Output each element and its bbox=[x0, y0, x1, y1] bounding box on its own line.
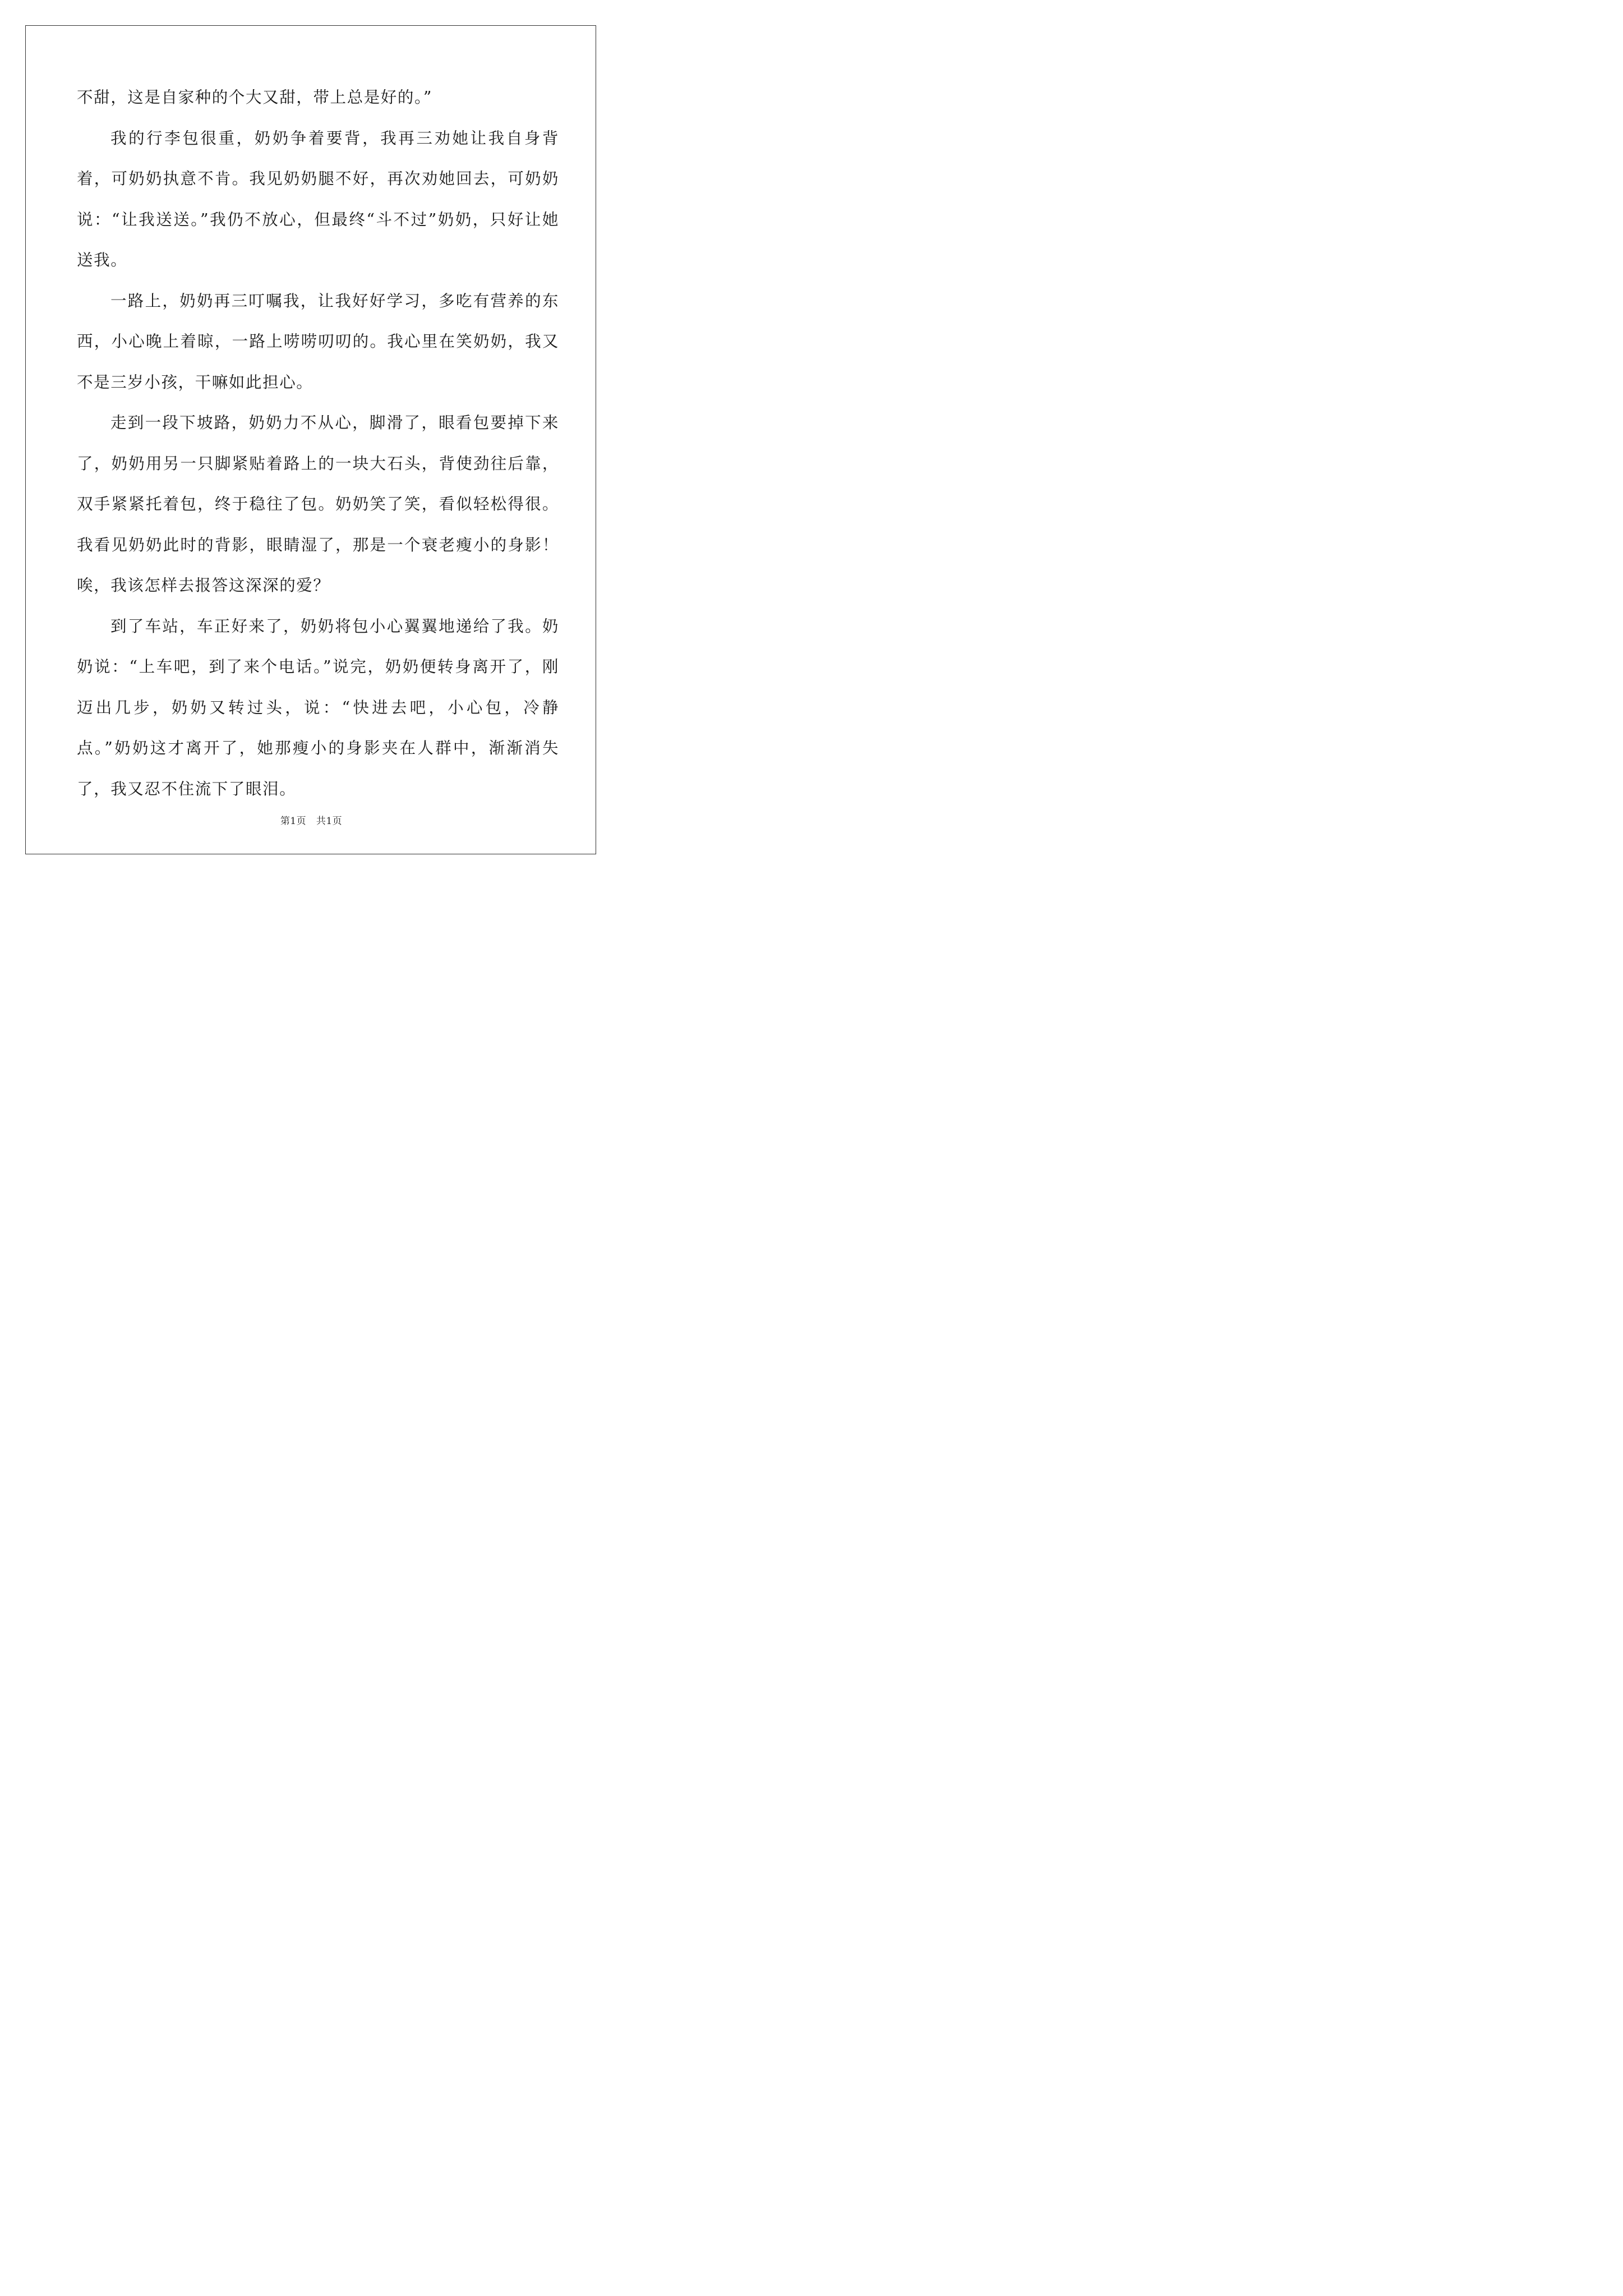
paragraph: 一路上，奶奶再三叮嘱我，让我好好学习，多吃有营养的东西，小心晚上着晾，一路上唠唠叨叨的。我心里在笑奶奶，我又不是三岁小孩，干嘛如此担心。 bbox=[77, 291, 559, 392]
paragraph: 我的行李包很重，奶奶争着要背，我再三劝她让我自身背着，可奶奶执意不肯。我见奶奶腿不好，再次劝她回去，可奶奶说：“让我送送。”我仍不放心，但最终“斗不过”奶奶，只好让她送我。 bbox=[77, 128, 559, 269]
paragraph: 不甜，这是自家种的个大又甜，带上总是好的。” bbox=[77, 88, 433, 107]
page-number: 第1页 bbox=[280, 816, 307, 827]
page-footer bbox=[0, 813, 623, 827]
page-total: 共1页 bbox=[316, 816, 343, 827]
paragraph: 到了车站，车正好来了，奶奶将包小心翼翼地递给了我。奶奶说：“上车吧，到了来个电话。”说完，奶奶便转身离开了，刚迈出几步，奶奶又转过头，说：“快进去吧，小心包，冷静点。”奶奶这才离开了，她那瘦小的身影夹在人群中，渐渐消失了，我又忍不住流下了眼泪。 bbox=[77, 616, 559, 798]
document-body bbox=[77, 77, 559, 809]
paragraph: 走到一段下坡路，奶奶力不从心，脚滑了，眼看包要掉下来了，奶奶用另一只脚紧贴着路上的一块大石头，背使劲往后靠，双手紧紧托着包，终于稳往了包。奶奶笑了笑，看似轻松得很。我看见奶奶此时的背影，眼睛湿了，那是一个衰老瘦小的身影！唉，我该怎样去报答这深深的爱？ bbox=[77, 413, 559, 595]
